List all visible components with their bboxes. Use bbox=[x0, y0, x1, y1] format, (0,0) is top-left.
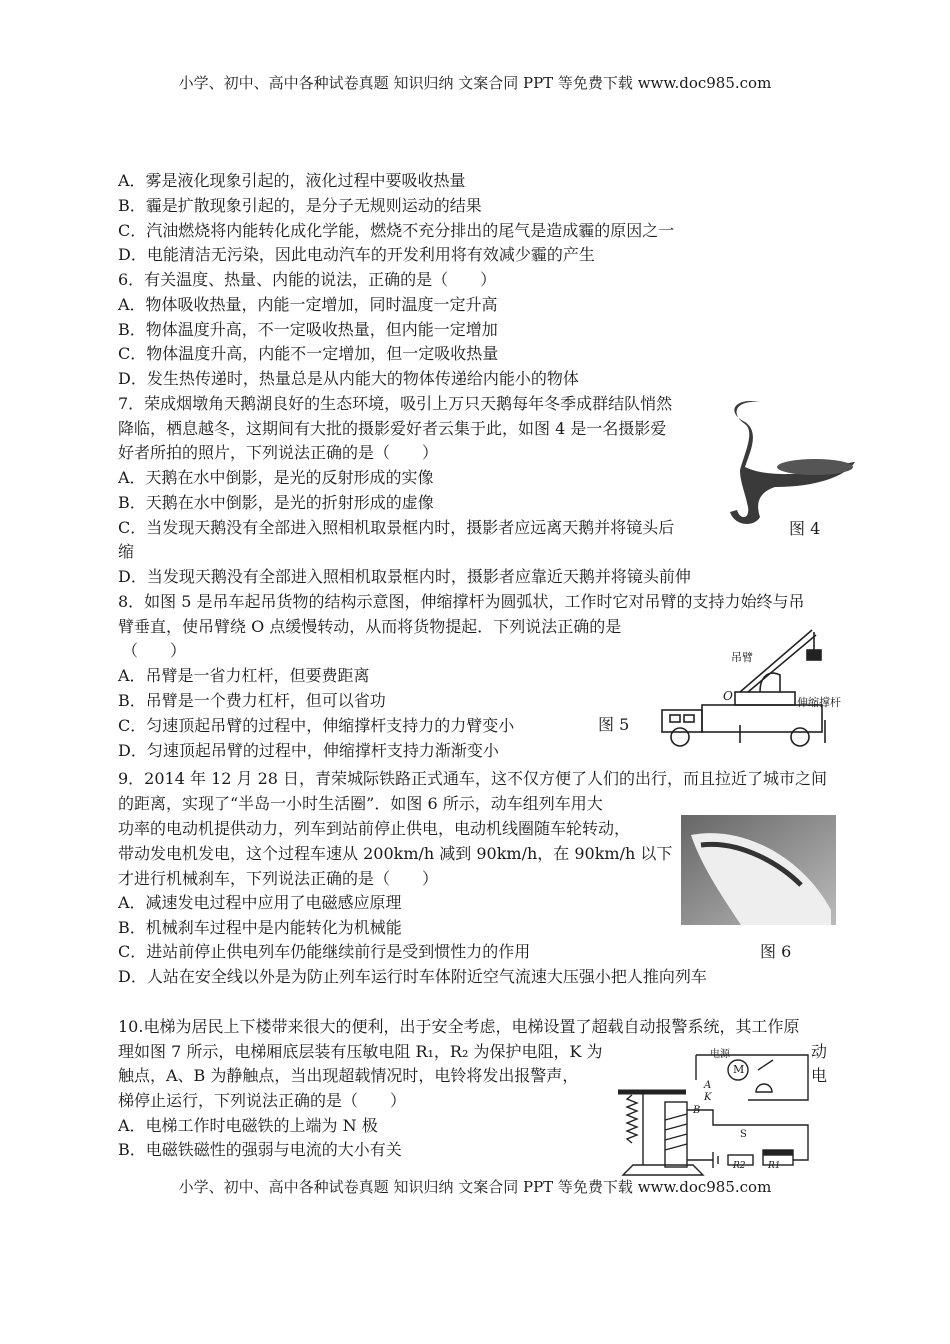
q8-stem: 臂垂直，使吊臂绕 O 点缓慢转动，从而将货物提起．下列说法正确的是 bbox=[118, 617, 622, 636]
q8-option-d: D．匀速顶起吊臂的过程中，伸缩撑杆支持力渐渐变小 bbox=[118, 741, 499, 760]
q6-option-b: B．物体温度升高，不一定吸收热量，但内能一定增加 bbox=[118, 320, 498, 339]
contact-k-label: K bbox=[704, 1092, 712, 1103]
q9-stem: 功率的电动机提供动力，列车到站前停止供电，电动机线圈随车轮转动， bbox=[118, 819, 631, 838]
page-footer: 小学、初中、高中各种试卷真题 知识归纳 文案合同 PPT 等免费下载 www.doc985.com bbox=[178, 1178, 772, 1196]
q6-option-c: C．物体温度升高，内能不一定增加，但一定吸收热量 bbox=[118, 344, 499, 363]
motor-label: M bbox=[733, 1063, 745, 1076]
q10-line-tail: 动 bbox=[811, 1042, 828, 1061]
q9-stem: 带动发电机发电，这个过程车速从 200km/h 减到 90km/h，在 90km/h 以下 bbox=[118, 844, 673, 863]
q9-option-a: A．减速发电过程中应用了电磁感应原理 bbox=[118, 893, 402, 912]
swan-photo bbox=[715, 392, 860, 532]
elevator-alarm-circuit bbox=[618, 1040, 813, 1185]
arm-label: 吊臂 bbox=[731, 651, 753, 664]
contact-b-label: B bbox=[693, 1105, 701, 1116]
q5-option-d: D．电能清洁无污染，因此电动汽车的开发利用将有效减少霾的产生 bbox=[118, 245, 595, 264]
q10-line-tail: 电 bbox=[811, 1066, 828, 1085]
q5-option-c: C．汽油燃烧将内能转化成化学能，燃烧不充分排出的尾气是造成霾的原因之一 bbox=[118, 221, 675, 240]
q5-option-a: A．雾是液化现象引起的，液化过程中要吸收热量 bbox=[118, 171, 466, 190]
q8-option-b: B．吊臂是一个费力杠杆，但可以省功 bbox=[118, 691, 386, 710]
q6-stem: 6．有关温度、热量、内能的说法，正确的是（ ） bbox=[118, 270, 497, 289]
q7-stem: 降临，栖息越冬，这期间有大批的摄影爱好者云集于此，如图 4 是一名摄影爱 bbox=[118, 419, 667, 438]
q7-option-a: A．天鹅在水中倒影，是光的反射形成的实像 bbox=[118, 468, 434, 487]
q10-option-a: A．电梯工作时电磁铁的上端为 N 极 bbox=[118, 1116, 378, 1135]
q7-option-c: C．当发现天鹅没有全部进入照相机取景框内时，摄影者应远离天鹅并将镜头后 bbox=[118, 518, 675, 537]
power-label: 电源 bbox=[710, 1049, 730, 1060]
q6-option-d: D．发生热传递时，热量总是从内能大的物体传递给内能小的物体 bbox=[118, 369, 579, 388]
contact-a-label: A bbox=[704, 1080, 712, 1091]
q7-option-c: 缩 bbox=[118, 542, 135, 561]
q7-stem: 7．荣成烟墩角天鹅湖良好的生态环境，吸引上万只天鹅每年冬季成群结队悄然 bbox=[118, 394, 673, 413]
q9-option-b: B．机械刹车过程中是内能转化为机械能 bbox=[118, 918, 402, 937]
q10-stem: 梯停止运行，下列说法正确的是（ ） bbox=[118, 1091, 407, 1110]
q10-stem: 理如图 7 所示，电梯厢底层装有压敏电阻 R₁，R₂ 为保护电阻，K 为 bbox=[118, 1042, 603, 1061]
q9-option-c: C．进站前停止供电列车仍能继续前行是受到惯性力的作用 bbox=[118, 942, 531, 961]
q5-option-b: B．霾是扩散现象引起的，是分子无规则运动的结果 bbox=[118, 196, 482, 215]
q9-stem: 才进行机械刹车，下列说法正确的是（ ） bbox=[118, 869, 439, 888]
q8-stem: 8．如图 5 是吊车起吊货物的结构示意图，伸缩撑杆为圆弧状，工作时它对吊臂的支持力始终与吊 bbox=[118, 592, 805, 611]
page-header: 小学、初中、高中各种试卷真题 知识归纳 文案合同 PPT 等免费下载 www.doc985.com bbox=[178, 74, 772, 92]
q7-option-b: B．天鹅在水中倒影，是光的折射形成的虚像 bbox=[118, 493, 434, 512]
q6-option-a: A．物体吸收热量，内能一定增加，同时温度一定升高 bbox=[118, 295, 498, 314]
crane-diagram bbox=[650, 625, 850, 750]
q9-option-d: D．人站在安全线以外是为防止列车运行时车体附近空气流速大压强小把人推向列车 bbox=[118, 967, 707, 986]
q7-option-d: D．当发现天鹅没有全部进入照相机取景框内时，摄影者应靠近天鹅并将镜头前伸 bbox=[118, 567, 691, 586]
q8-option-a: A．吊臂是一省力杠杆，但要费距离 bbox=[118, 666, 370, 685]
r1-label: R1 bbox=[768, 1161, 781, 1171]
q10-stem: 10.电梯为居民上下楼带来很大的便利，出于安全考虑，电梯设置了超载自动报警系统，其工作原 bbox=[118, 1017, 800, 1036]
q10-option-b: B．电磁铁磁性的强弱与电流的大小有关 bbox=[118, 1140, 402, 1159]
figure-5-caption: 图 5 bbox=[598, 715, 630, 734]
switch-s-label: S bbox=[740, 1129, 747, 1140]
q10-stem: 触点，A、B 为静触点，当出现超载情况时，电铃将发出报警声， bbox=[118, 1066, 579, 1085]
strut-label: 伸缩撑杆 bbox=[797, 696, 841, 709]
train-photo bbox=[681, 815, 836, 925]
figure-4-caption: 图 4 bbox=[789, 519, 821, 538]
q9-stem: 的距离，实现了“半岛一小时生活圈”．如图 6 所示，动车组列车用大 bbox=[118, 794, 603, 813]
q7-stem: 好者所拍的照片，下列说法正确的是（ ） bbox=[118, 443, 439, 462]
q8-stem: （ ） bbox=[122, 641, 187, 660]
pivot-o-label: O bbox=[723, 689, 733, 703]
figure-6-caption: 图 6 bbox=[760, 942, 792, 961]
q8-option-c: C．匀速顶起吊臂的过程中，伸缩撑杆支持力的力臂变小 bbox=[118, 716, 515, 735]
q9-stem: 9．2014 年 12 月 28 日，青荣城际铁路正式通车，这不仅方便了人们的出行，而且拉近了城市之间 bbox=[118, 769, 828, 788]
r2-label: R2 bbox=[733, 1161, 746, 1171]
